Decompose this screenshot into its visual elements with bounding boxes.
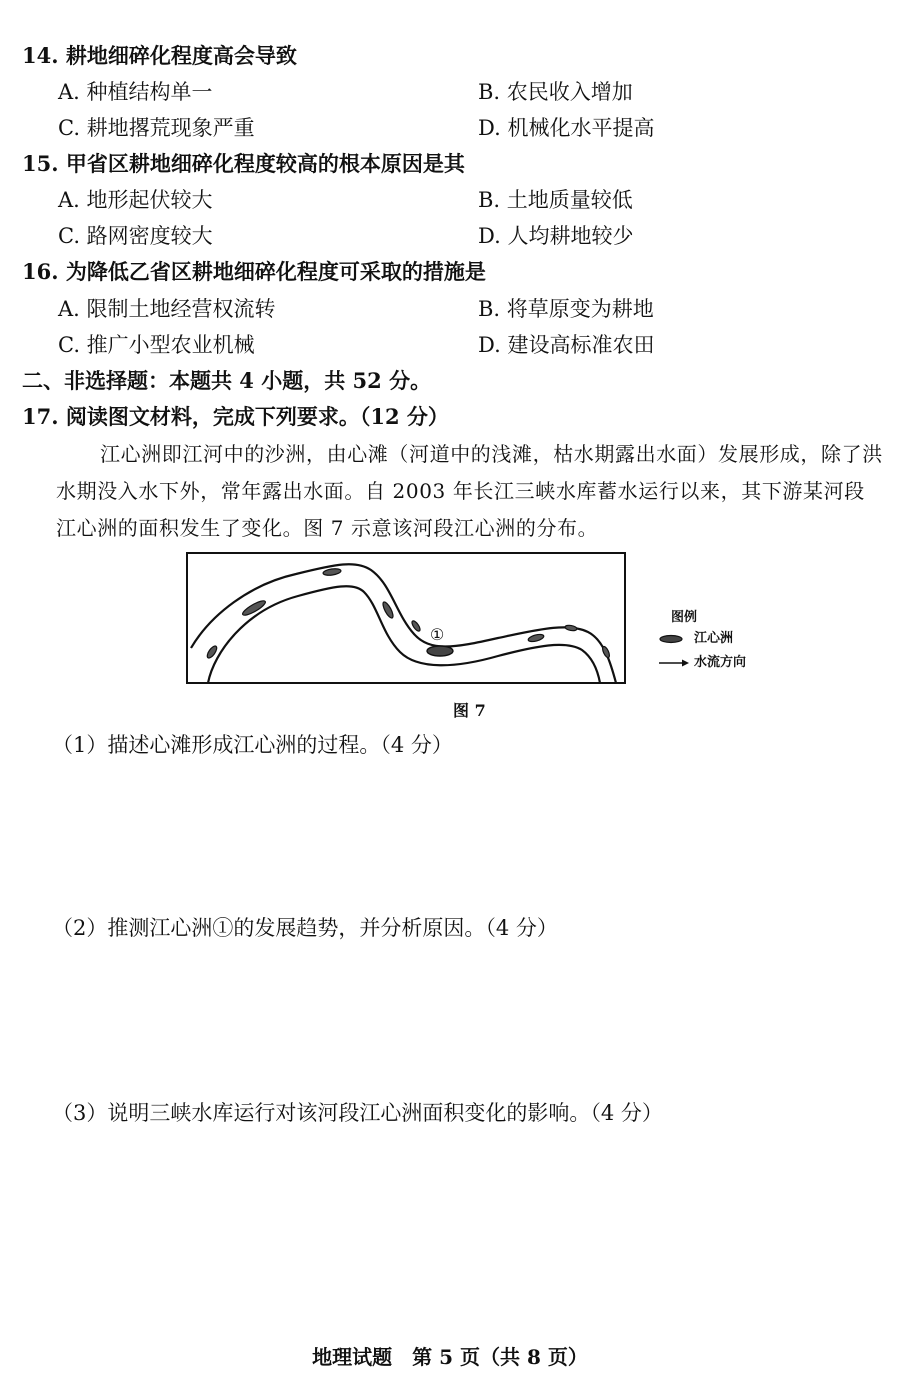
legend-title: 图例: [671, 610, 698, 625]
island-marker-label: ①: [429, 625, 445, 644]
q15-option-a: A. 地形起伏较大: [58, 188, 213, 212]
q15-stem: 15. 甲省区耕地细碎化程度较高的根本原因是其: [22, 151, 465, 176]
q17-stem: 17. 阅读图文材料，完成下列要求。（12 分）: [22, 404, 449, 429]
q14-option-c: C. 耕地撂荒现象严重: [58, 116, 255, 140]
q14-option-d: D. 机械化水平提高: [478, 116, 655, 140]
legend-flow-label: 水流方向: [694, 655, 747, 670]
figure-caption: 图 7: [453, 701, 486, 720]
q14-option-a: A. 种植结构单一: [58, 80, 213, 104]
legend-island-label: 江心洲: [694, 631, 734, 646]
page-footer: 地理试题 第 5 页（共 8 页）: [312, 1345, 588, 1369]
section-heading: 二、非选择题：本题共 4 小题，共 52 分。: [22, 368, 432, 393]
q17-paragraph-line-2: 水期没入水下外，常年露出水面。自 2003 年长江三峡水库蓄水运行以来，其下游某河段: [56, 479, 865, 503]
q16-stem: 16. 为降低乙省区耕地细碎化程度可采取的措施是: [22, 259, 486, 284]
q17-paragraph-line-3: 江心洲的面积发生了变化。图 7 示意该河段江心洲的分布。: [56, 516, 599, 540]
q15-option-d: D. 人均耕地较少: [478, 224, 634, 248]
q17-paragraph-line-1: 江心洲即江河中的沙洲，由心滩（河道中的浅滩，枯水期露出水面）发展形成，除了洪: [100, 442, 883, 466]
q17-sub-3: （3）说明三峡水库运行对该河段江心洲面积变化的影响。（4 分）: [52, 1101, 663, 1125]
island-legend-icon: [658, 633, 690, 645]
q15-option-b: B. 土地质量较低: [478, 188, 633, 212]
q15-option-c: C. 路网密度较大: [58, 224, 213, 248]
legend-flow-row: [658, 655, 746, 671]
q16-option-c: C. 推广小型农业机械: [58, 333, 255, 357]
island-5-marked: [427, 646, 453, 656]
river-map-figure: [186, 552, 626, 684]
q14-stem: 14. 耕地细碎化程度高会导致: [22, 43, 297, 68]
legend-island-row: [658, 631, 733, 647]
q16-option-b: B. 将草原变为耕地: [478, 297, 654, 321]
q17-sub-1: （1）描述心滩形成江心洲的过程。（4 分）: [52, 733, 453, 757]
q17-sub-2: （2）推测江心洲①的发展趋势，并分析原因。（4 分）: [52, 916, 558, 940]
q16-option-a: A. 限制土地经营权流转: [58, 297, 276, 321]
q14-option-b: B. 农民收入增加: [478, 80, 633, 104]
q16-option-d: D. 建设高标准农田: [478, 333, 655, 357]
arrow-right-icon: [658, 657, 690, 669]
